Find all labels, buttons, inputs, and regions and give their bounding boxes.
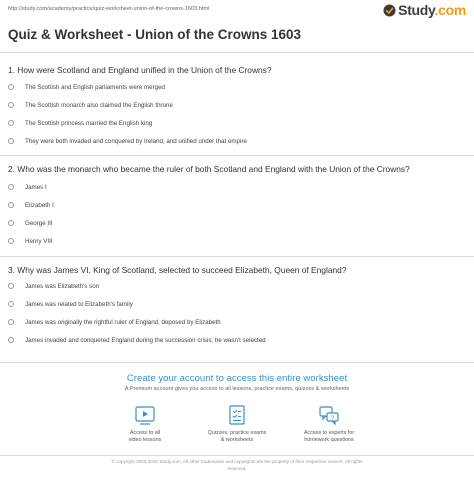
q1-option-c[interactable] [8, 117, 152, 129]
q3-option-c[interactable] [8, 316, 221, 328]
footer-divider [0, 455, 474, 456]
top-bar [0, 0, 474, 20]
question-2: 2. Who was the monarch who became the ruler of both Scotland and England with the Union of the Crowns? [8, 164, 410, 174]
option-label: James was related to Elizabeth's family [25, 300, 133, 308]
option-label: George III [25, 219, 53, 227]
video-icon [134, 404, 156, 426]
title-divider [0, 52, 474, 53]
feature-line1: Access to experts for [303, 430, 355, 436]
q1-option-b[interactable] [8, 99, 173, 111]
logo-suffix: .com [434, 2, 466, 18]
question-3: 3. Why was James VI, King of Scotland, selected to succeed Elizabeth, Queen of England? [8, 265, 347, 275]
feature-quizzes [192, 404, 282, 444]
page-title: Quiz & Worksheet - Union of the Crowns 1603 [8, 27, 302, 42]
study-logo[interactable] [383, 2, 466, 18]
feature-line2: video lessons [128, 437, 162, 443]
radio-icon[interactable] [8, 301, 14, 307]
q3-option-d[interactable] [8, 334, 266, 346]
radio-icon[interactable] [8, 220, 14, 226]
cta-title[interactable]: Create your account to access this entire worksheet [126, 373, 348, 384]
option-label: The Scottish monarch also claimed the English throne [25, 101, 173, 109]
logo-mark-icon [383, 4, 396, 17]
option-label: James was originally the rightful ruler of England, deposed by Elizabeth [25, 318, 221, 326]
feature-line1: Quizzes, practice exams [207, 430, 267, 436]
option-label: The Scottish princess married the English king [25, 119, 153, 127]
footer-line1: © copyright 2003-2020 Study.com. All other trademarks and copyrights are the property of their respective owners. All rights [111, 459, 363, 464]
radio-icon[interactable] [8, 84, 14, 90]
page-url[interactable]: http://study.com/academy/practice/quiz-worksheet-union-of-the-crowns-1603.html [8, 6, 210, 12]
radio-icon[interactable] [8, 238, 14, 244]
feature-line2: & worksheets [220, 437, 254, 443]
radio-icon[interactable] [8, 337, 14, 343]
q2-option-a[interactable] [8, 181, 47, 193]
question-divider [0, 256, 474, 257]
question-1: 1. How were Scotland and England unified in the Union of the Crowns? [8, 65, 272, 75]
radio-icon[interactable] [8, 102, 14, 108]
footer-copyright [0, 459, 474, 472]
feature-video-lessons [100, 404, 190, 444]
option-label: James invaded and conquered England during the succession crisis; he wasn't selected [25, 336, 266, 344]
option-label: Elizabeth I [25, 201, 54, 209]
radio-icon[interactable] [8, 120, 14, 126]
radio-icon[interactable] [8, 202, 14, 208]
q1-option-d[interactable] [8, 135, 247, 147]
logo-text [398, 2, 466, 18]
logo-name: Study [398, 2, 435, 18]
q3-option-a[interactable] [8, 280, 99, 292]
q3-option-b[interactable] [8, 298, 133, 310]
expert-icon [318, 404, 340, 426]
feature-line2: homework questions [304, 437, 354, 443]
radio-icon[interactable] [8, 319, 14, 325]
footer-line2: reserved. [227, 465, 247, 471]
option-label: James I [25, 183, 47, 191]
section-divider [0, 362, 474, 363]
option-label: They were both invaded and conquered by Ireland, and unified under that empire [25, 137, 247, 145]
radio-icon[interactable] [8, 184, 14, 190]
q2-option-b[interactable] [8, 199, 54, 211]
radio-icon[interactable] [8, 283, 14, 289]
option-label: James was Elizabeth's son [25, 282, 100, 290]
quiz-icon [226, 404, 248, 426]
feature-line1: Access to all [129, 430, 161, 436]
q2-option-c[interactable] [8, 217, 53, 229]
feature-experts [284, 404, 374, 444]
q1-option-a[interactable] [8, 81, 165, 93]
q2-option-d[interactable] [8, 235, 53, 247]
radio-icon[interactable] [8, 138, 14, 144]
cta-subtitle: A Premium account gives you access to all lessons, practice exams, quizzes & worksheets [124, 386, 350, 392]
option-label: The Scottish and English parliaments were merged [25, 83, 165, 91]
svg-text:?: ? [330, 415, 335, 422]
question-divider [0, 155, 474, 156]
option-label: Henry VIII [25, 237, 53, 245]
